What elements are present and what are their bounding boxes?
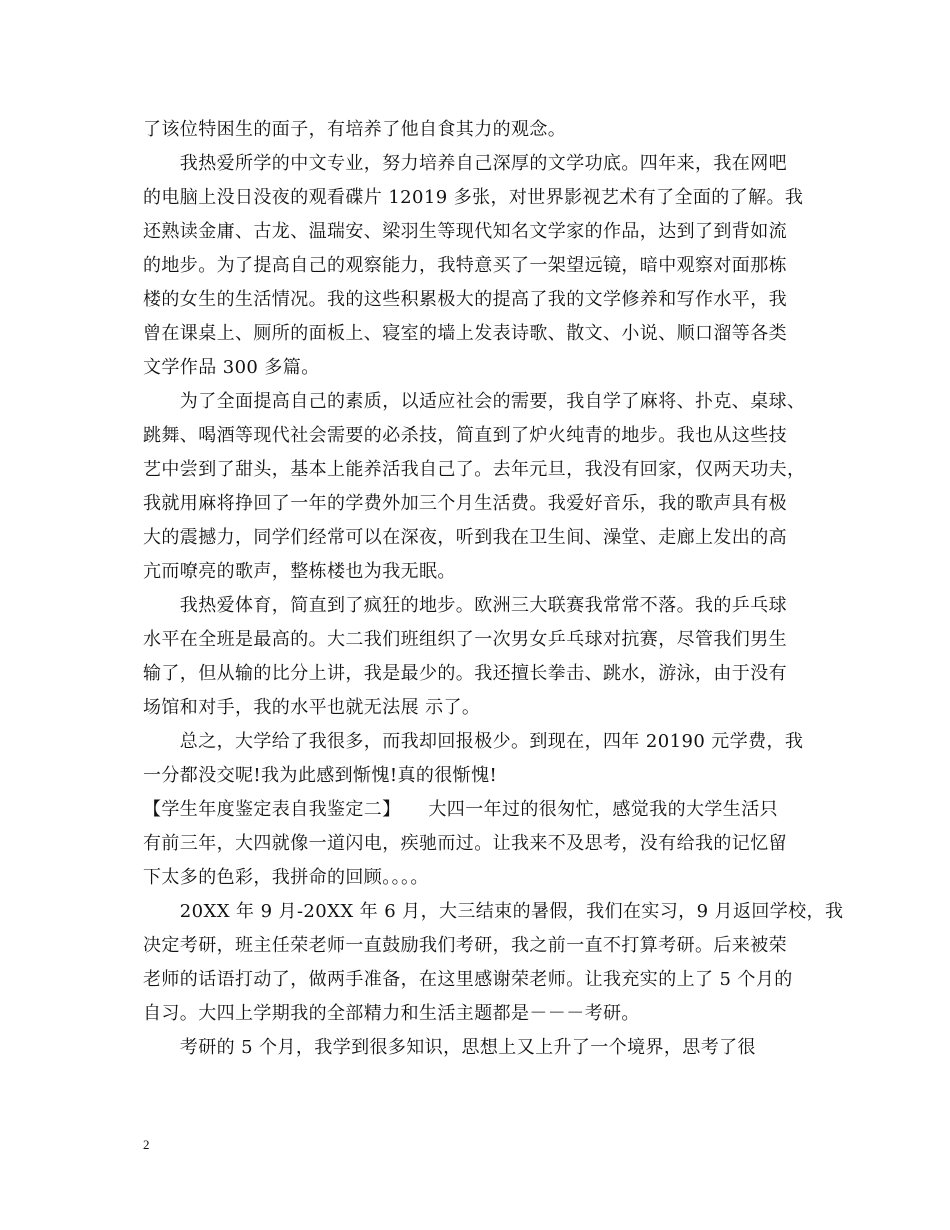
text-line: 为了全面提高自己的素质，以适应社会的需要，我自学了麻将、扑克、桌球、 — [143, 391, 806, 412]
text-line: 的地步。为了提高自己的观察能力，我特意买了一架望远镜，暗中观察对面那栋 — [143, 255, 787, 276]
text-line: 楼的女生的生活情况。我的这些积累极大的提高了我的文学修养和写作水平，我 — [143, 289, 787, 310]
text-line: 自习。大四上学期我的全部精力和生活主题都是－－－考研。 — [143, 1003, 640, 1024]
section-heading-line: 【学生年度鉴定表自我鉴定二】 大四一年过的很匆忙，感觉我的大学生活只 — [143, 799, 778, 820]
text-line: 下太多的色彩，我拼命的回顾。。。。 — [143, 867, 429, 888]
text-line: 大的震撼力，同学们经常可以在深夜，听到我在卫生间、澡堂、走廊上发出的高 — [143, 527, 787, 548]
text-line: 曾在课桌上、厕所的面板上、寝室的墙上发表诗歌、散文、小说、顺口溜等各类 — [143, 323, 787, 344]
text-line: 一分都没交呢!我为此感到惭愧!真的很惭愧! — [143, 765, 498, 786]
text-line: 文学作品 300 多篇。 — [143, 357, 320, 378]
text-line: 还熟读金庸、古龙、温瑞安、梁羽生等现代知名文学家的作品，达到了到背如流 — [143, 221, 787, 242]
text-line: 的电脑上没日没夜的观看碟片 12019 多张，对世界影视艺术有了全面的了解。我 — [143, 187, 804, 208]
text-line: 场馆和对手，我的水平也就无法展 示了。 — [143, 697, 481, 718]
text-line: 老师的话语打动了，做两手准备，在这里感谢荣老师。让我充实的上了 5 个月的 — [143, 969, 793, 990]
text-line: 我就用麻将挣回了一年的学费外加三个月生活费。我爱好音乐，我的歌声具有极 — [143, 493, 787, 514]
text-line: 我热爱体育，简直到了疯狂的地步。欧洲三大联赛我常常不落。我的乒乓球 — [143, 595, 787, 616]
text-line: 亢而嘹亮的歌声，整栋楼也为我无眠。 — [143, 561, 456, 582]
text-line: 了该位特困生的面子，有培养了他自食其力的观念。 — [143, 119, 567, 140]
text-line: 总之，大学给了我很多，而我却回报极少。到现在，四年 20190 元学费，我 — [143, 731, 804, 752]
text-line: 输了，但从输的比分上讲，我是最少的。我还擅长拳击、跳水，游泳，由于没有 — [143, 663, 787, 684]
text-line: 我热爱所学的中文专业，努力培养自己深厚的文学功底。四年来，我在网吧 — [143, 153, 787, 174]
text-line: 20XX 年 9 月-20XX 年 6 月，大三结束的暑假，我们在实习，9 月返回学校，我 — [143, 901, 844, 922]
text-line: 决定考研，班主任荣老师一直鼓励我们考研，我之前一直不打算考研。后来被荣 — [143, 935, 787, 956]
text-line: 考研的 5 个月，我学到很多知识，思想上又上升了一个境界，思考了很 — [143, 1037, 756, 1058]
text-line: 有前三年，大四就像一道闪电，疾驰而过。让我来不及思考，没有给我的记忆留 — [143, 833, 787, 854]
page-number: 2 — [143, 1137, 150, 1152]
text-line: 艺中尝到了甜头，基本上能养活我自己了。去年元旦，我没有回家，仅两天功夫， — [143, 459, 806, 480]
text-line: 水平在全班是最高的。大二我们班组织了一次男女乒乓球对抗赛，尽管我们男生 — [143, 629, 787, 650]
text-line: 跳舞、喝酒等现代社会需要的必杀技，简直到了炉火纯青的地步。我也从这些技 — [143, 425, 787, 446]
